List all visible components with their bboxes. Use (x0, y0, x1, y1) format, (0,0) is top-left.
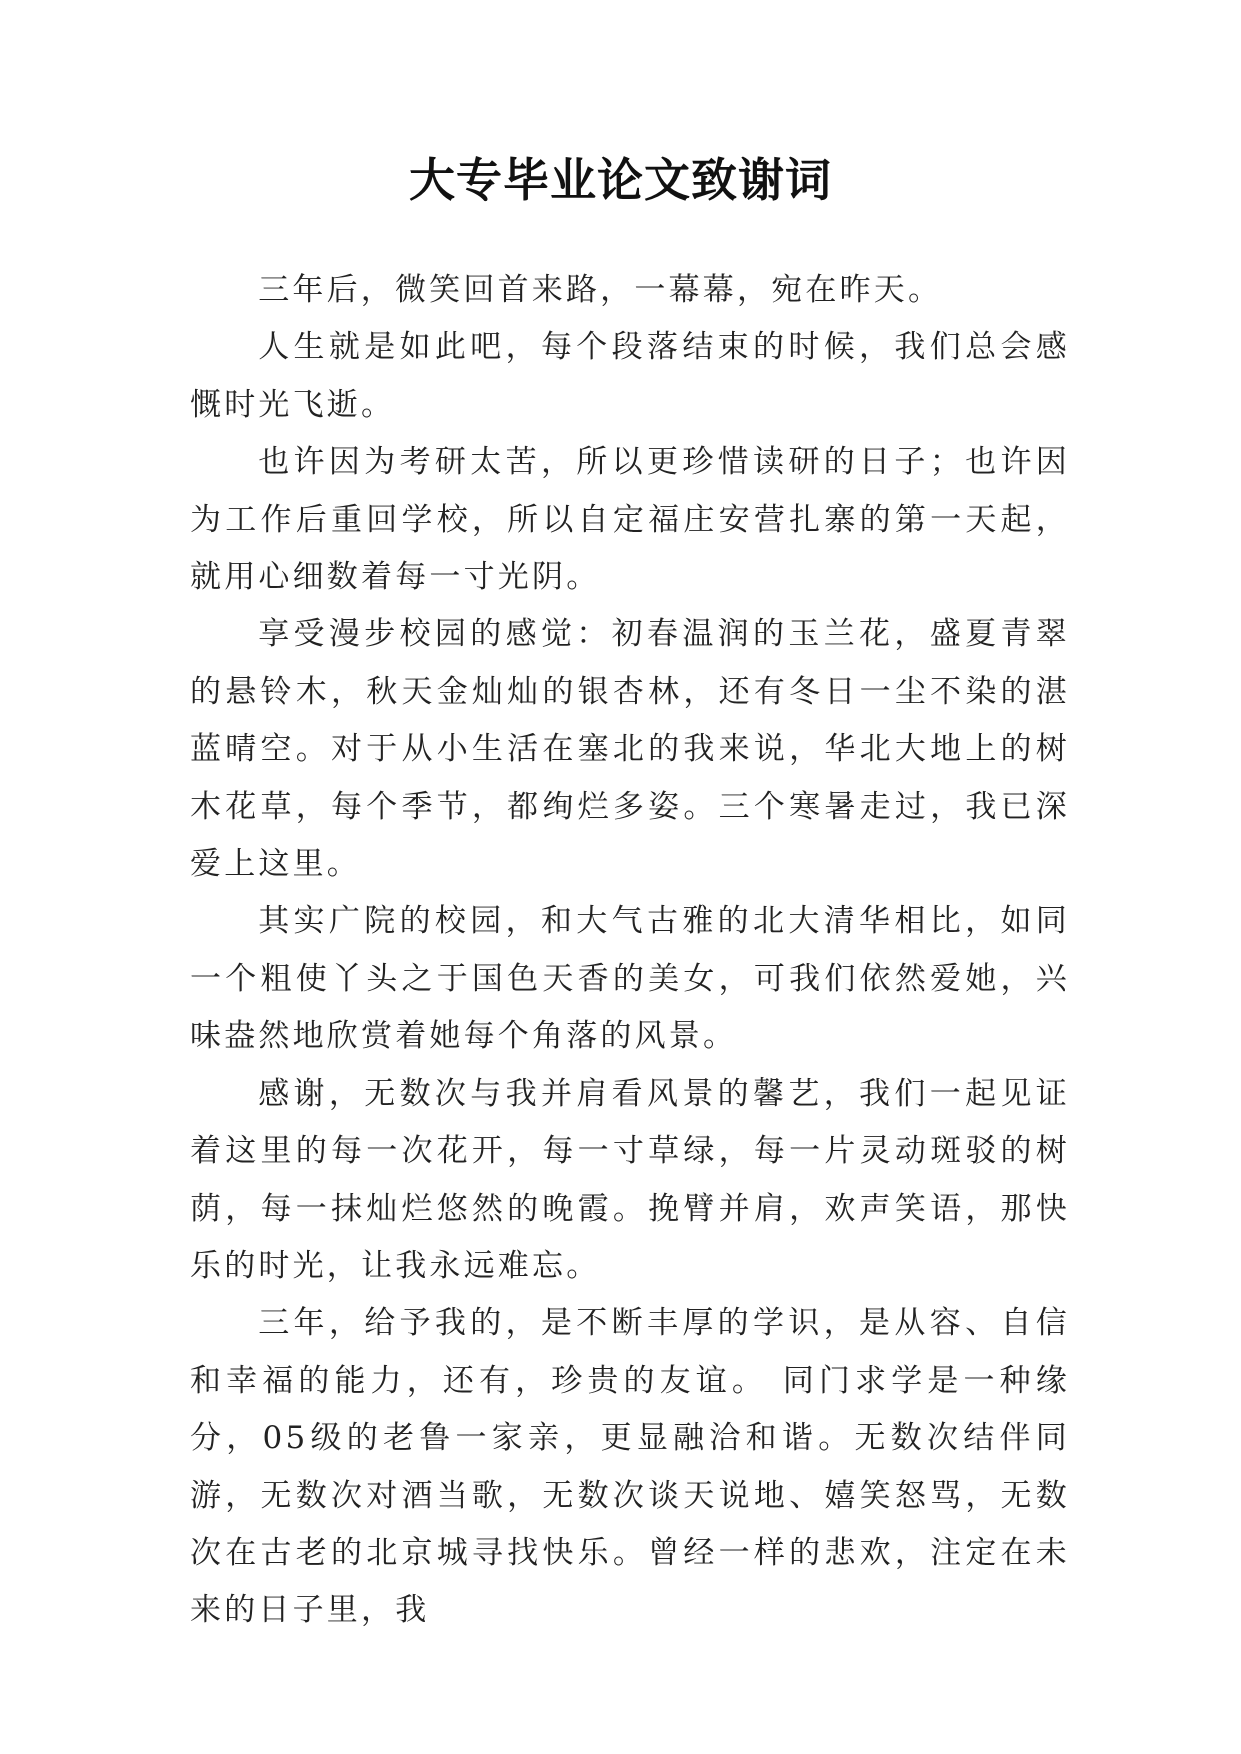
paragraph: 三年后，微笑回首来路，一幕幕，宛在昨天。 (258, 272, 943, 308)
paragraph: 感谢，无数次与我并肩看风景的馨艺，我们一起见证着这里的每一次花开，每一寸草绿，每一片灵动斑驳的树荫，每一抹灿烂悠然的晚霞。挽臂并肩，欢声笑语，那快乐的时光，让我永远难忘。 (190, 1075, 1070, 1284)
paragraph: 其实广院的校园，和大气古雅的北大清华相比，如同一个粗使丫头之于国色天香的美女，可我们依然爱她，兴味盎然地欣赏着她每个角落的风景。 (190, 903, 1070, 1055)
document-body (190, 262, 1070, 1640)
document-title: 大专毕业论文致谢词 (409, 153, 832, 207)
paragraph: 三年，给予我的，是不断丰厚的学识，是从容、自信和幸福的能力，还有，珍贵的友谊。 同门求学是一种缘分，05级的老鲁一家亲，更显融洽和谐。无数次结伴同游，无数次对酒当歌，无数次谈天说地、嬉笑怒骂，无数次在古老的北京城寻找快乐。曾经一样的悲欢，注定在未来的日子里，我 (190, 1305, 1070, 1629)
paragraph: 享受漫步校园的感觉：初春温润的玉兰花，盛夏青翠的悬铃木，秋天金灿灿的银杏林，还有冬日一尘不染的湛蓝晴空。对于从小生活在塞北的我来说，华北大地上的树木花草，每个季节，都绚烂多姿。三个寒暑走过，我已深爱上这里。 (190, 616, 1070, 883)
paragraph: 也许因为考研太苦，所以更珍惜读研的日子；也许因为工作后重回学校，所以自定福庄安营扎寨的第一天起，就用心细数着每一寸光阴。 (190, 444, 1070, 596)
paragraph: 人生就是如此吧，每个段落结束的时候，我们总会感慨时光飞逝。 (190, 329, 1070, 423)
